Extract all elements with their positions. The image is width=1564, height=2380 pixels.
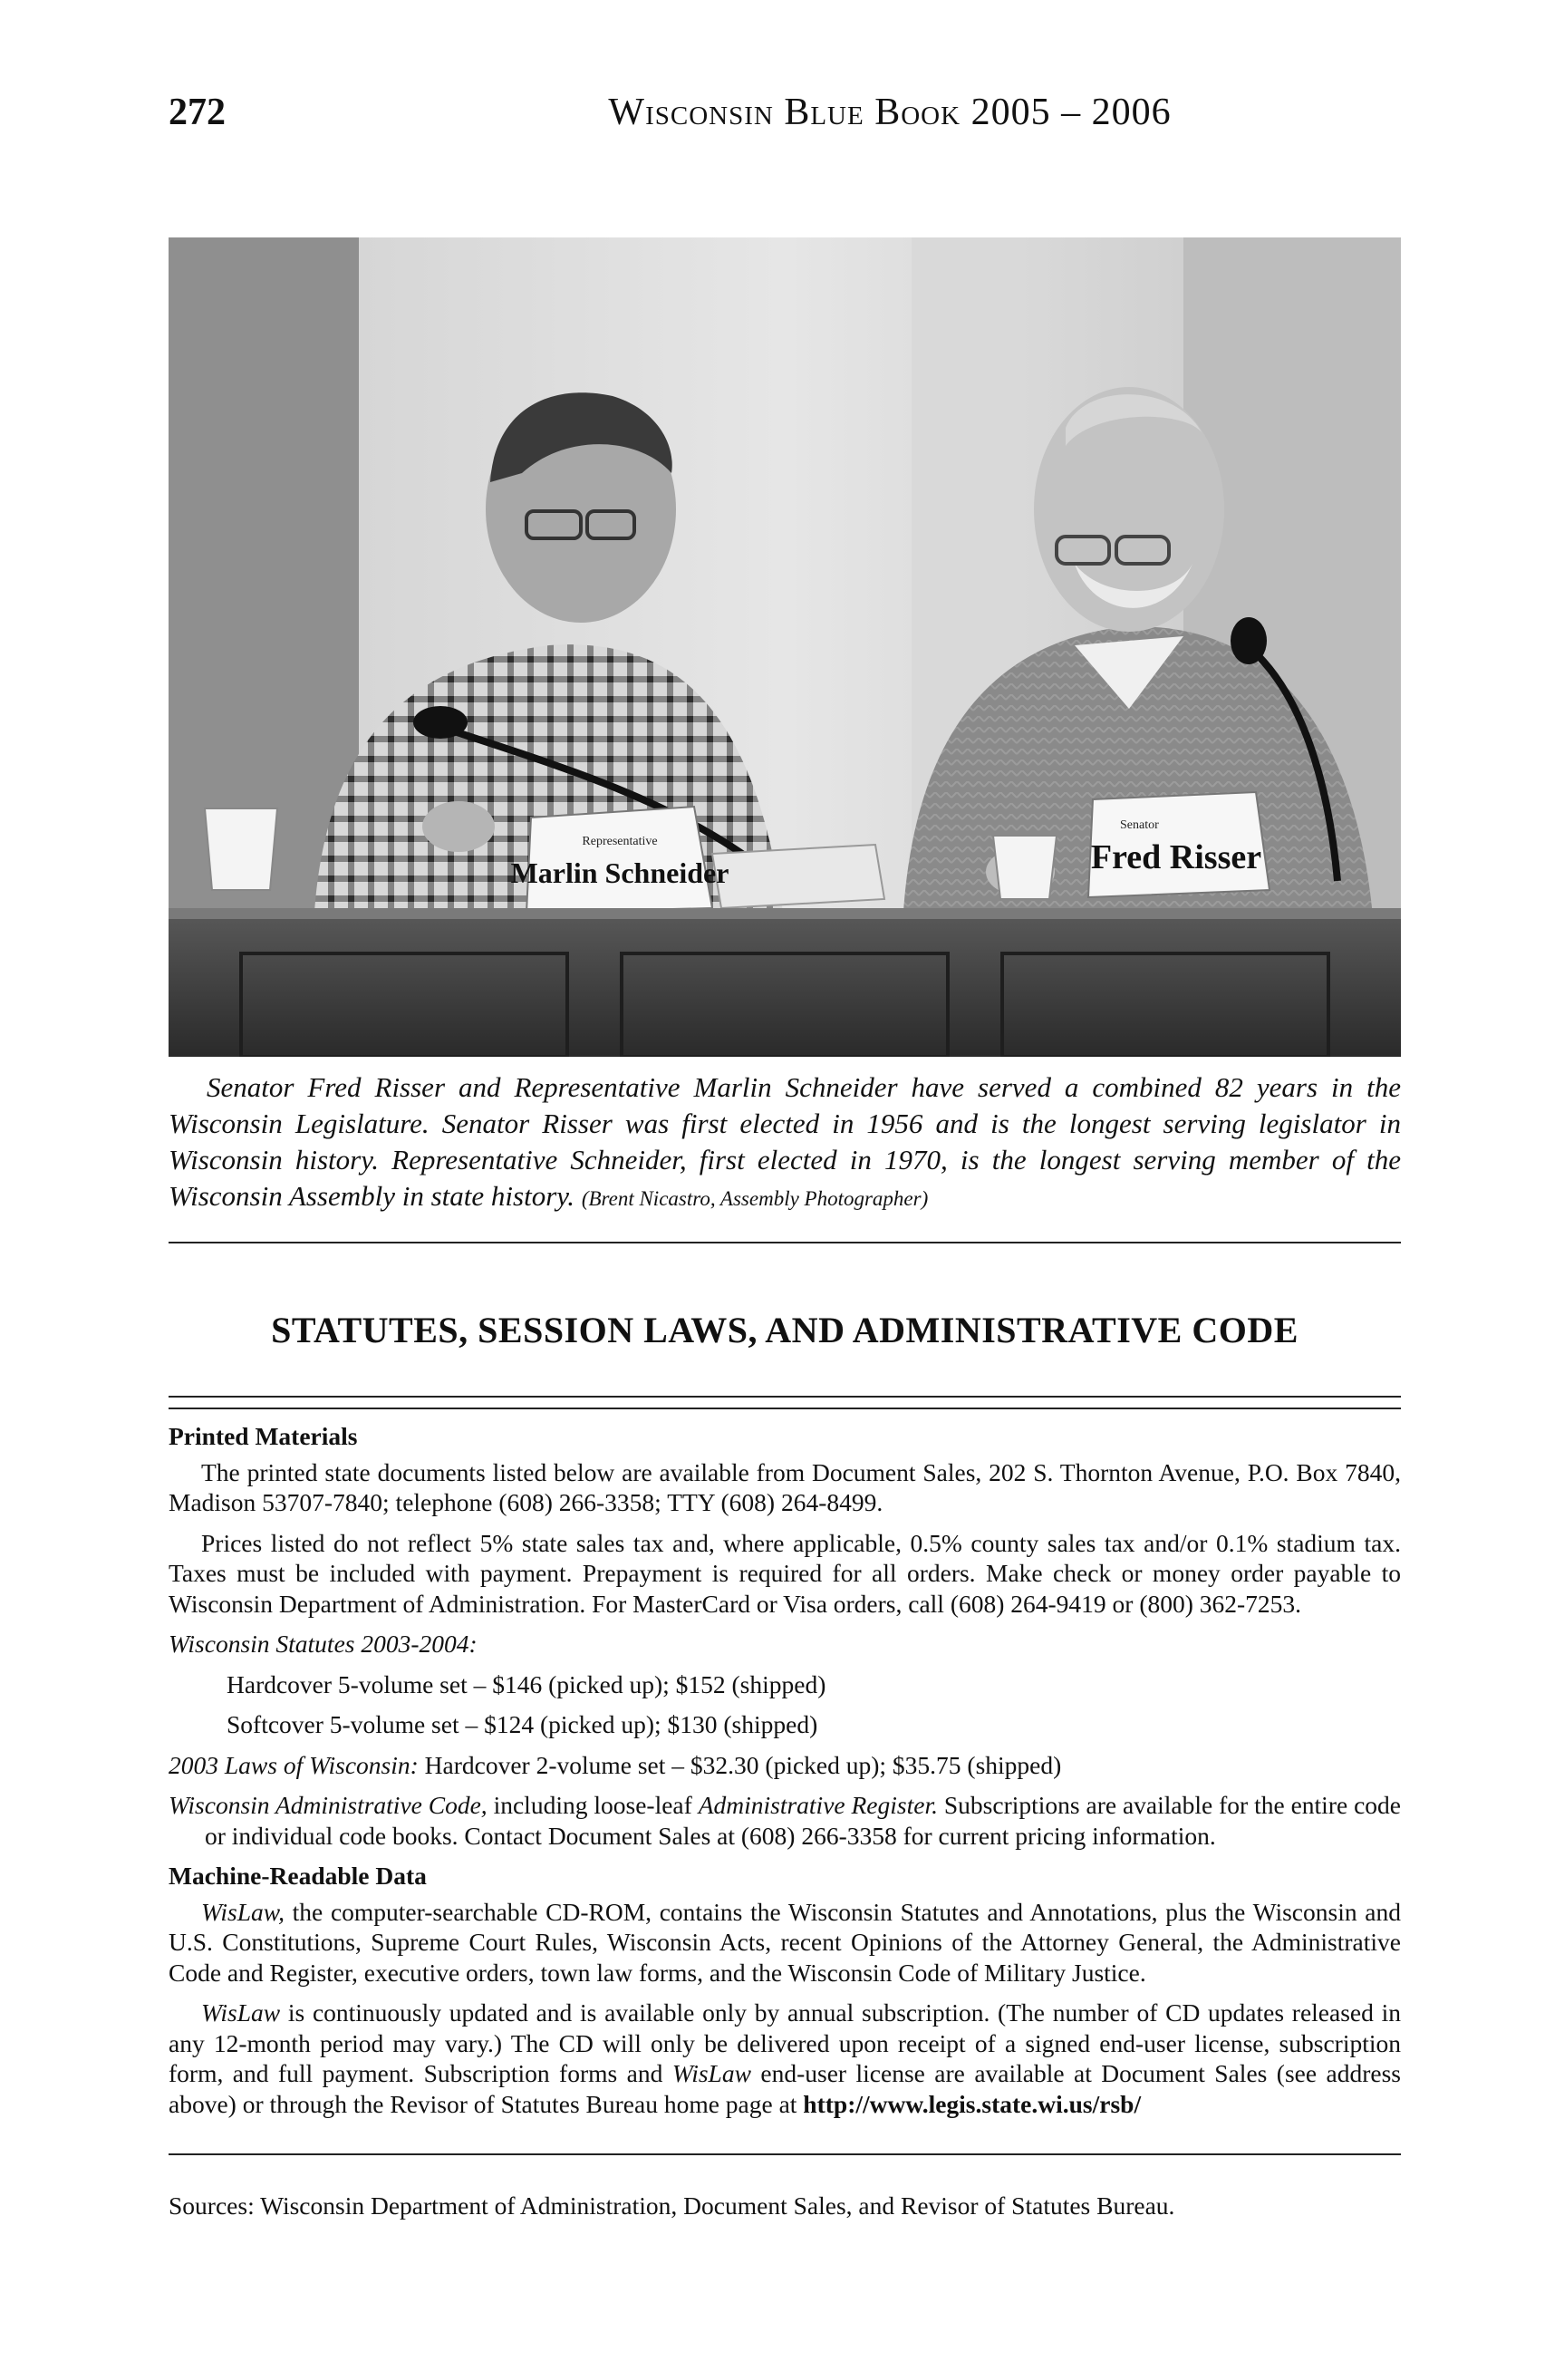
wislaw-name-3: WisLaw: [671, 2059, 751, 2087]
section-title: STATUTES, SESSION LAWS, AND ADMINISTRATIVE CODE: [271, 1310, 1299, 1350]
caption-text: Senator Fred Risser and Representative Marlin Schneider have served a combined 82 years in the Wisconsin Legislature. Senator Risser was first elected in 1956 and is the longest serving legislator in Wisconsin history. Representative Schneider, first elected in 1970, is the longest serving member of the Wisconsin Assembly in state history.: [169, 1071, 1401, 1212]
wislaw-p1-text: the computer-searchable CD-ROM, contains the Wisconsin Statutes and Annotations, plus the Wisconsin and U.S. Constitutions, Supreme Court Rules, Wisconsin Acts, recent Opinions of the Attorney General, the Administrative Code and Register, executive orders, town law forms, and the Wisconsin Code of Military Justice.: [169, 1897, 1401, 1987]
wislaw-p1: [169, 1897, 1401, 1988]
statutes-label: Wisconsin Statutes 2003-2004:: [169, 1630, 478, 1658]
running-title: [381, 91, 1399, 134]
rsb-url-link[interactable]: http://www.legis.state.wi.us/rsb/: [803, 2089, 1142, 2118]
machine-readable-heading: Machine-Readable Data: [169, 1862, 427, 1890]
section-rule-top: [169, 1396, 1401, 1398]
page-number: 272: [169, 92, 226, 133]
section-body: [169, 1421, 1401, 2129]
running-title-isconsin: isconsin: [645, 92, 774, 133]
admin-label: Wisconsin Administrative Code,: [169, 1791, 488, 1819]
wislaw-p2-text-a: is continuously updated and is available only by annual subscription. (The number of CD updates released in any 12-month period may vary.) The CD will only be delivered upon receipt of a signed end-user license, subscription form, and full payment. Subscription forms and: [169, 1998, 1401, 2087]
admin-text: Subscriptions are available for the entire code or individual code books. Contact Document Sales at (608) 266-3358 for current pricing information.: [205, 1791, 1401, 1850]
sources-note: Sources: Wisconsin Department of Administration, Document Sales, and Revisor of Statutes Bureau.: [169, 2191, 1175, 2220]
laws-text: Hardcover 2-volume set – $32.30 (picked up); $35.75 (shipped): [418, 1750, 1062, 1779]
printed-p2: Prices listed do not reflect 5% state sales tax and, where applicable, 0.5% county sales tax and/or 0.1% stadium tax. Taxes must be included with payment. Prepayment is required for all orders. Make check or money order payable to Wisconsin Department of Administration. For MasterCard or Visa orders, call (608) 264-9419 or (800) 362-7253.: [169, 1528, 1401, 1618]
running-title-w: W: [608, 92, 646, 133]
legislators-photo: [169, 237, 1401, 1057]
admin-mid: including loose-leaf: [487, 1791, 699, 1819]
printed-p1: The printed state documents listed below are available from Document Sales, 202 S. Thornton Avenue, P.O. Box 7840, Madison 53707-7840; telephone (608) 266-3358; TTY (608) 264-8499.: [169, 1457, 1401, 1516]
laws-label: 2003 Laws of Wisconsin:: [169, 1750, 419, 1779]
wislaw-p2-text-b: end-user license are available at Document Sales (see address above) or through the Revisor of Statutes Bureau home page at: [169, 2059, 1401, 2118]
wislaw-p2: [169, 1998, 1401, 2119]
running-title-lue: lue: [810, 92, 864, 133]
hardcover-item: Hardcover 5-volume set – $146 (picked up); $152 (shipped): [227, 1669, 826, 1698]
running-title-b: B: [784, 92, 811, 133]
divider-rule: [169, 1242, 1401, 1243]
wislaw-name-2: WisLaw: [201, 1998, 281, 2027]
nameplate-right-name: Fred Risser: [1090, 838, 1262, 876]
section-rule-bottom: [169, 1408, 1401, 1409]
softcover-item: Softcover 5-volume set – $124 (picked up); $130 (shipped): [227, 1710, 818, 1738]
sources-rule: [169, 2153, 1401, 2155]
running-title-years: 2005 – 2006: [970, 92, 1172, 133]
wislaw-name-1: WisLaw,: [201, 1897, 285, 1926]
nameplate-right-title: Senator: [1120, 818, 1159, 832]
photo-credit: (Brent Nicastro, Assembly Photographer): [581, 1187, 929, 1210]
laws-item: [169, 1750, 1401, 1781]
nameplate-left-title: Representative: [582, 835, 658, 848]
running-title-b2: B: [874, 92, 902, 133]
running-title-ook: ook: [901, 92, 961, 133]
admin-register: Administrative Register.: [698, 1791, 938, 1819]
admin-code-item: [169, 1790, 1401, 1851]
photo-caption: [169, 1069, 1401, 1217]
printed-materials-heading: Printed Materials: [169, 1422, 358, 1450]
nameplate-left-name: Marlin Schneider: [510, 856, 729, 889]
